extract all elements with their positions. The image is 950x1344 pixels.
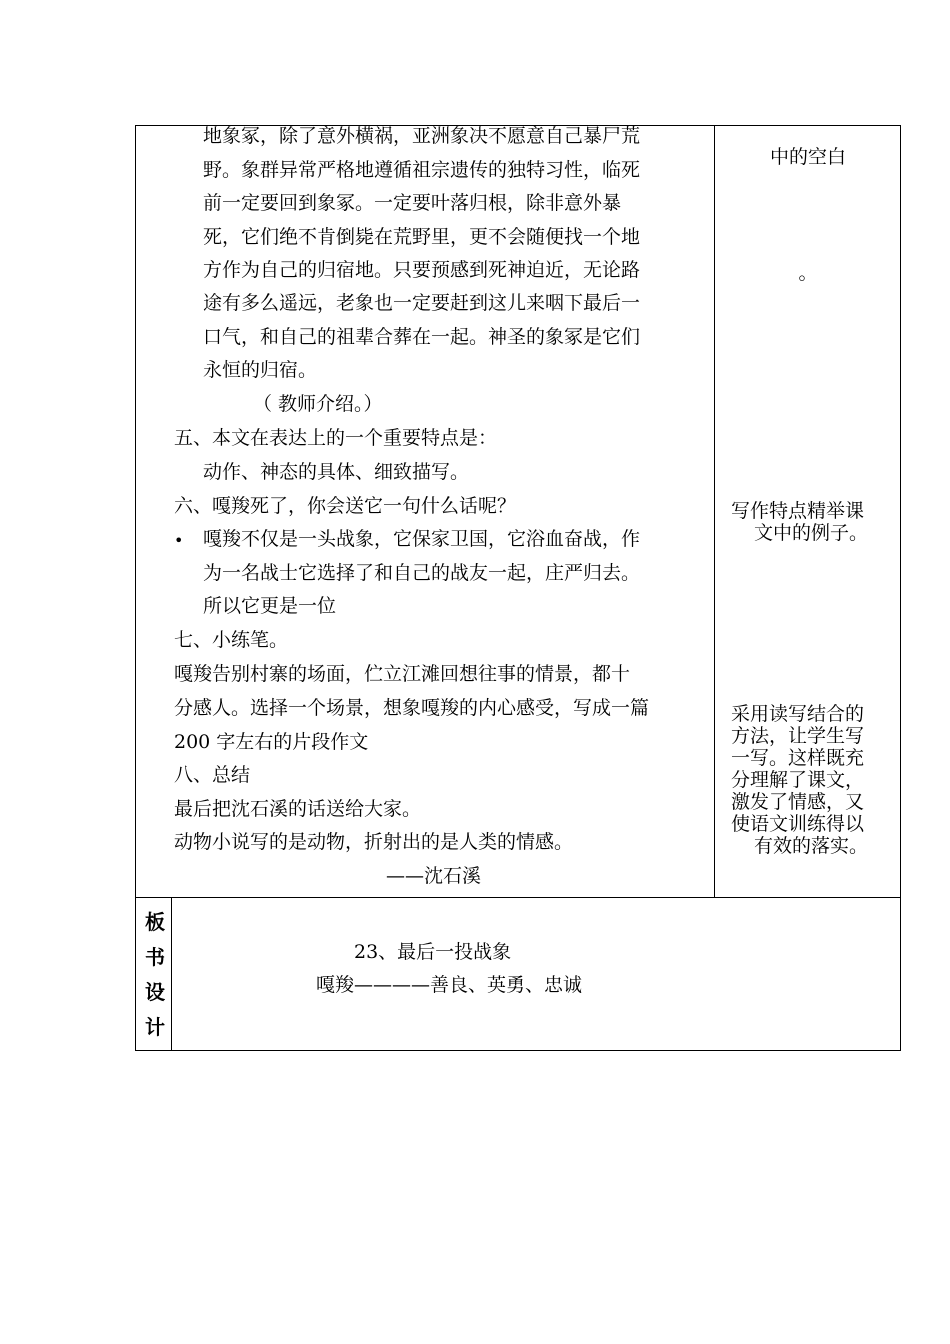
board-design-label	[136, 898, 172, 1051]
section-answer: 所以它更是一位	[203, 595, 337, 617]
note-text: 。	[798, 262, 818, 284]
section-heading: 五、本文在表达上的一个重要特点是：	[174, 427, 498, 449]
section-heading: 七、小练笔。	[174, 629, 289, 651]
note-line: 文中的例子。	[753, 522, 868, 544]
exercise-text: 嘎羧告别村寨的场面，伫立江滩回想往事的情景，都十	[174, 663, 631, 685]
note-writing-feature	[731, 500, 891, 544]
section-answer: 嘎羧不仅是一头战象，它保家卫国，它浴血奋战，作	[203, 528, 641, 550]
lesson-plan-table	[135, 125, 901, 1051]
paragraph-line: 方作为自己的归宿地。只要预感到死神迫近，无论路	[203, 259, 641, 281]
board-title: 23、最后一投战象	[354, 941, 512, 963]
note-line: 激发了情感，又	[731, 791, 865, 813]
note-line: 方法，让学生写	[731, 725, 865, 747]
teaching-notes	[715, 126, 901, 898]
paragraph-line: 永恒的归宿。	[203, 359, 318, 381]
summary-text: 动物小说写的是动物，折射出的是人类的情感。	[174, 831, 574, 853]
paragraph-line: 野。象群异常严格地遵循祖宗遗传的独特习性，临死	[203, 159, 641, 181]
paragraph-line: 口气，和自己的祖辈合葬在一起。神圣的象冢是它们	[203, 326, 641, 348]
label-char: 板	[145, 910, 165, 934]
note-method	[731, 703, 891, 857]
bullet-icon: •	[174, 531, 184, 550]
note-line: 写作特点精举课	[731, 500, 865, 522]
note-line: 采用读写结合的	[731, 703, 865, 725]
note-line: 有效的落实。	[753, 835, 868, 857]
teacher-note: （ 教师介绍。）	[253, 393, 383, 415]
paragraph-line: 地象冢，除了意外横祸，亚洲象决不愿意自己暴尸荒	[203, 125, 641, 147]
section-heading: 八、总结	[174, 764, 251, 786]
teaching-content	[136, 126, 714, 898]
section-answer: 动作、神态的具体、细致描写。	[203, 461, 470, 483]
label-char: 书	[145, 945, 165, 969]
note-line: 一写。这样既充	[731, 747, 865, 769]
label-char: 设	[145, 980, 165, 1004]
summary-text: 最后把沈石溪的话送给大家。	[174, 798, 422, 820]
note-text: 中的空白	[769, 146, 846, 168]
paragraph-line: 前一定要回到象冢。一定要叶落归根，除非意外暴	[203, 192, 622, 214]
exercise-text: 200 字左右的片段作文	[174, 731, 369, 753]
label-char: 计	[145, 1015, 165, 1039]
paragraph-line: 途有多么遥远，老象也一定要赶到这儿来咽下最后一	[203, 292, 641, 314]
note-line: 使语文训练得以	[731, 813, 865, 835]
note-line: 分理解了课文，	[731, 769, 865, 791]
exercise-text: 分感人。选择一个场景，想象嘎羧的内心感受，写成一篇	[174, 697, 650, 719]
paragraph-line: 死，它们绝不肯倒毙在荒野里，更不会随便找一个地	[203, 226, 641, 248]
board-design-content	[173, 898, 901, 1051]
section-answer: 为一名战士它选择了和自己的战友一起，庄严归去。	[203, 562, 641, 584]
board-line: 嘎羧————善良、英勇、忠诚	[316, 974, 583, 996]
quote-signature: ——沈石溪	[386, 865, 482, 887]
section-heading: 六、嘎羧死了，你会送它一句什么话呢？	[174, 495, 517, 517]
